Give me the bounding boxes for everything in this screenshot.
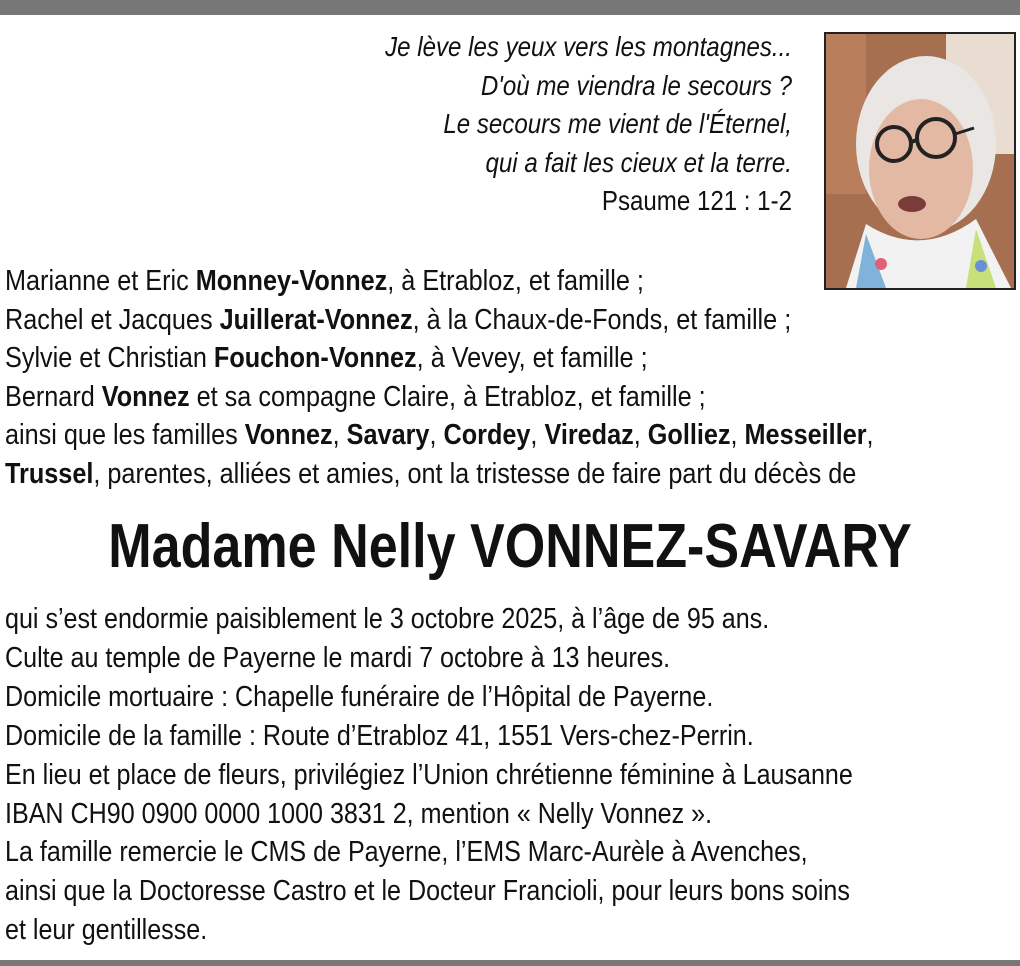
family-names: Rachel et Jacques (5, 303, 220, 336)
verse-line: Je lève les yeux vers les montagnes... (385, 31, 792, 62)
deceased-name: Madame Nelly VONNEZ-SAVARY (108, 512, 912, 581)
family-location: , à Etrabloz, et famille ; (387, 265, 644, 297)
family-location: , à Vevey, et famille ; (416, 342, 648, 375)
family-intro: ainsi que les familles (5, 419, 245, 452)
verse-line: D'où me viendra le secours ? (480, 69, 792, 101)
family-surname: Vonnez (101, 380, 190, 413)
family-surname: Savary (346, 419, 430, 452)
family-surname: Juillerat-Vonnez (219, 303, 413, 336)
detail-line: En lieu et place de fleurs, privilégiez l’Union chrétienne féminine à Lausanne (5, 758, 853, 791)
announcement-text: , parentes, alliées et amies, ont la tristesse de faire part du décès de (93, 457, 857, 490)
detail-line: qui s’est endormie paisiblement le 3 octobre 2025, à l’âge de 95 ans. (5, 603, 770, 635)
family-row (5, 455, 962, 494)
family-location: et sa compagne Claire, à Etrabloz, et famille ; (189, 380, 706, 413)
verse-line: qui a fait les cieux et la terre. (485, 146, 792, 178)
family-surname: Vonnez (244, 419, 333, 452)
detail-line: Culte au temple de Payerne le mardi 7 octobre à 13 heures. (5, 641, 671, 674)
family-location: , à la Chaux-de-Fonds, et famille ; (412, 303, 792, 336)
family-surname: Messeiller (744, 419, 867, 452)
family-names: Sylvie et Christian (5, 342, 214, 375)
family-announcement (5, 262, 962, 494)
detail-line: et leur gentillesse. (5, 914, 208, 947)
portrait-illustration (826, 34, 1014, 288)
family-row (5, 416, 962, 455)
family-names: Marianne et Eric (5, 265, 196, 297)
family-surname: Trussel (5, 457, 94, 490)
family-row (5, 301, 962, 340)
funeral-details (5, 600, 1020, 950)
top-border (0, 0, 1020, 15)
separator: , (429, 419, 444, 452)
separator: , (633, 419, 648, 452)
detail-line: Domicile de la famille : Route d’Etrabloz 41, 1551 Vers-chez-Perrin. (5, 719, 754, 752)
family-surname: Viredaz (544, 419, 634, 452)
separator: , (530, 419, 545, 452)
separator: , (730, 419, 745, 452)
separator: , (866, 419, 874, 452)
family-surname: Cordey (443, 419, 531, 452)
verse-line: Le secours me vient de l'Éternel, (443, 108, 792, 139)
detail-line: IBAN CH90 0900 0000 1000 3831 2, mention « Nelly Vonnez ». (5, 797, 713, 830)
family-row (5, 262, 962, 301)
detail-line: Domicile mortuaire : Chapelle funéraire de l’Hôpital de Payerne. (5, 680, 714, 713)
verse-reference: Psaume 121 : 1-2 (601, 185, 792, 216)
separator: , (332, 419, 347, 452)
detail-line: ainsi que la Doctoresse Castro et le Docteur Francioli, pour leurs bons soins (5, 875, 850, 908)
family-row (5, 378, 962, 417)
bottom-border (0, 960, 1020, 966)
family-surname: Golliez (647, 419, 731, 452)
family-row (5, 339, 962, 378)
portrait-photo (824, 32, 1016, 290)
psalm-verse (283, 28, 792, 221)
family-names: Bernard (5, 380, 102, 413)
detail-line: La famille remercie le CMS de Payerne, l’EMS Marc-Aurèle à Avenches, (5, 836, 808, 869)
family-surname: Monney-Vonnez (195, 265, 388, 297)
family-surname: Fouchon-Vonnez (213, 342, 417, 375)
